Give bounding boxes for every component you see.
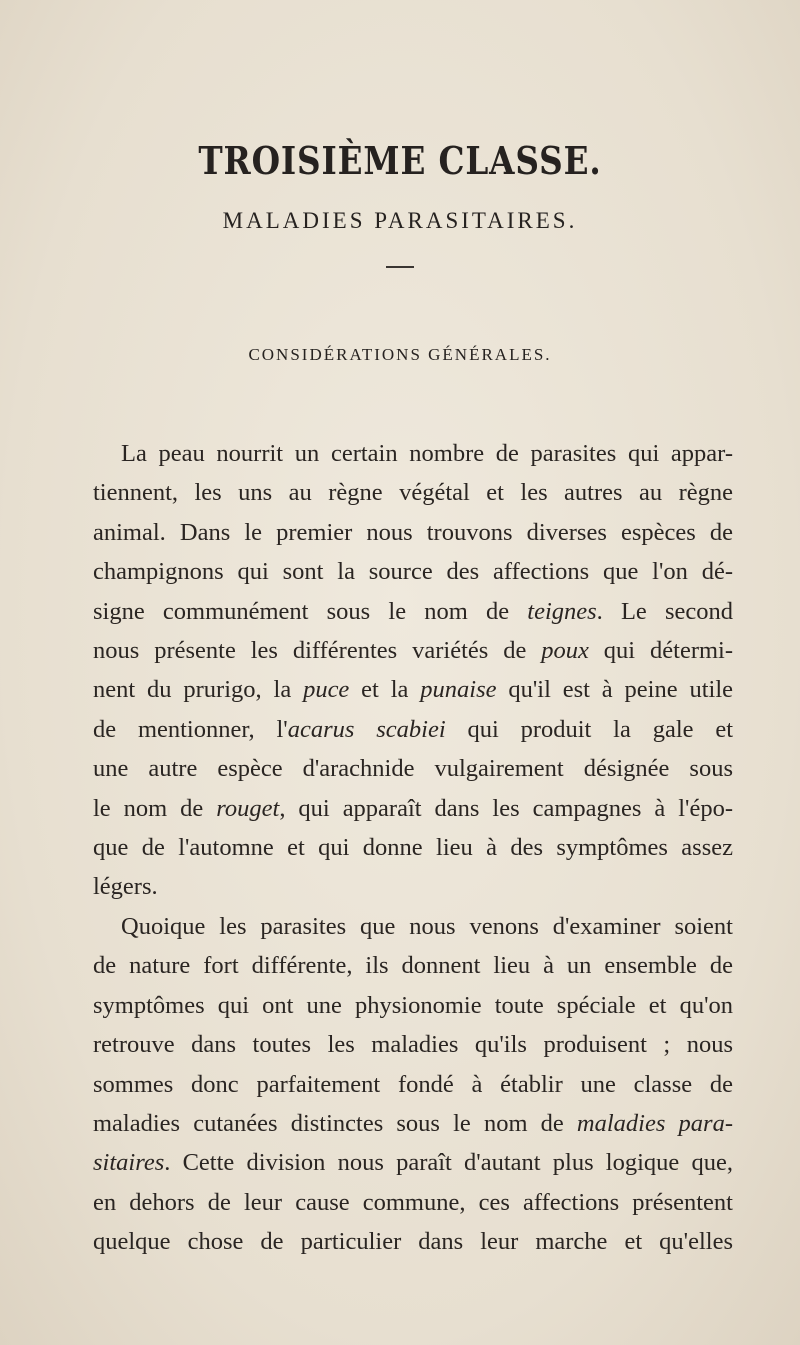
italic-term: maladies para- [576, 1109, 733, 1137]
italic-term: sitaires [93, 1149, 165, 1177]
italic-term: acarus scabiei [287, 715, 446, 743]
text-line: symptômes qui ont une physionomie toute spéciale et qu'on [93, 991, 733, 1019]
italic-term: teignes [527, 597, 597, 625]
text-line: maladies cutanées distinctes sous le nom de maladies para- [93, 1109, 733, 1137]
italic-term: poux [541, 636, 589, 664]
text-line: en dehors de leur cause commune, ces affections présentent [93, 1188, 733, 1216]
text-line: légers. [93, 873, 158, 901]
text-line: nous présente les différentes variétés de poux qui détermi- [93, 636, 734, 664]
text-line: signe communément sous le nom de teignes. Le second [93, 597, 734, 625]
text-line: une autre espèce d'arachnide vulgairement désignée sous [93, 755, 733, 783]
text-line: de nature fort différente, ils donnent lieu à un ensemble de [93, 952, 733, 980]
text-line: tiennent, les uns au règne végétal et les autres au règne [93, 479, 733, 507]
text-line: sommes donc parfaitement fondé à établir une classe de [93, 1070, 733, 1098]
italic-term: punaise [420, 676, 497, 704]
text-line: nent du prurigo, la puce et la punaise qu'il est à peine utile [93, 676, 733, 704]
text-line: sitaires. Cette division nous paraît d'autant plus logique que, [93, 1149, 733, 1177]
text-line: de mentionner, l'acarus scabiei qui produit la gale et [93, 715, 733, 743]
text-line: le nom de rouget, qui apparaît dans les campagnes à l'épo- [93, 794, 733, 822]
text-line: champignons qui sont la source des affections que l'on dé- [93, 558, 733, 586]
italic-term: puce [303, 676, 350, 704]
text-line: quelque chose de particulier dans leur marche et qu'elles [93, 1228, 733, 1256]
text-line: Quoique les parasites que nous venons d'examiner soient [121, 913, 733, 940]
text-line: que de l'automne et qui donne lieu à des symptômes assez [93, 833, 733, 861]
chapter-subtitle: MALADIES PARASITAIRES. [222, 208, 578, 233]
section-title: CONSIDÉRATIONS GÉNÉRALES. [248, 345, 552, 364]
chapter-title: TROISIÈME CLASSE. [198, 138, 602, 183]
text-line: retrouve dans toutes les maladies qu'ils produisent ; nous [93, 1031, 733, 1059]
separator-rule [386, 266, 414, 268]
paragraph-2 [93, 907, 733, 1262]
text-line: animal. Dans le premier nous trouvons diverses espèces de [93, 518, 733, 546]
italic-term: rouget [216, 794, 280, 822]
text-line: La peau nourrit un certain nombre de parasites qui appar- [121, 440, 733, 467]
paragraph-1 [93, 434, 733, 907]
